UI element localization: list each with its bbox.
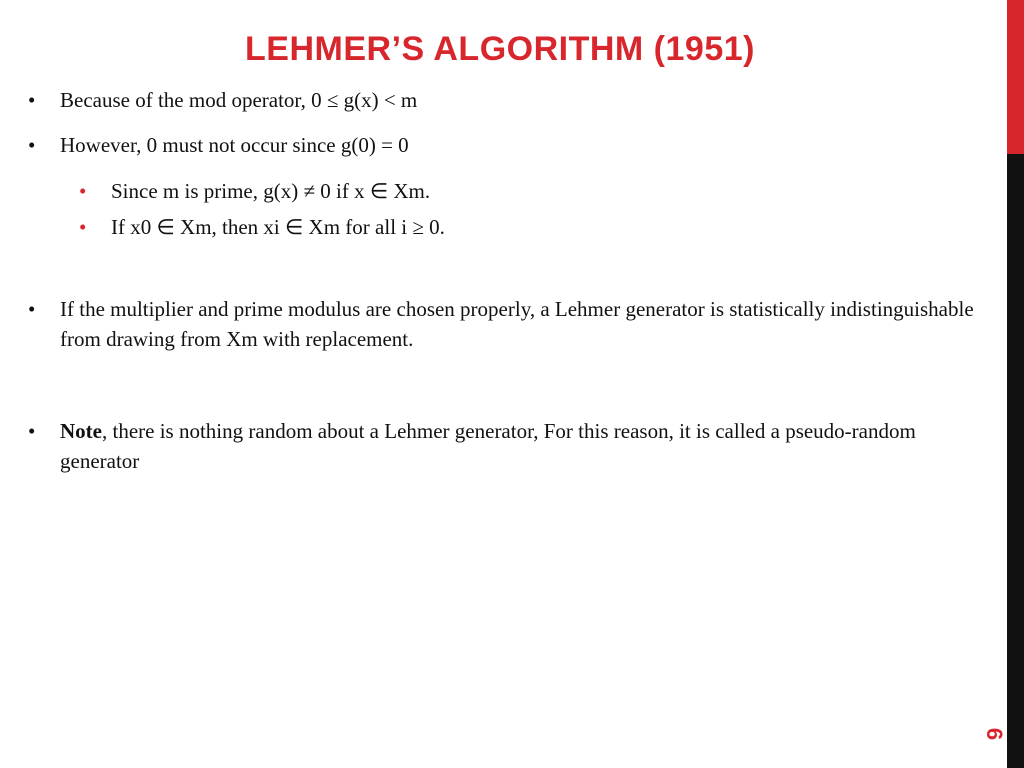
page-number: 6 [982, 727, 1007, 741]
right-side-bar-accent [1007, 0, 1024, 154]
bullet-zero-not-occur: • However, 0 must not occur since g(0) = 0 [28, 130, 980, 160]
sub-bullet-x0-in-xm: • If x0 ∈ Xm, then xi ∈ Xm for all i ≥ 0. [79, 212, 971, 242]
slide-title: LEHMER’S ALGORITHM (1951) [245, 30, 755, 68]
sub-bullet-m-prime: • Since m is prime, g(x) ≠ 0 if x ∈ Xm. [79, 176, 971, 206]
bullet-multiplier-modulus: • If the multiplier and prime modulus are chosen properly, a Lehmer generator is statistically indistinguishable from drawing from Xm with replacement. [28, 294, 980, 354]
note-label: Note [60, 419, 102, 443]
note-text: , there is nothing random about a Lehmer generator, For this reason, it is called a pseudo-random generator [60, 419, 916, 473]
bullet-mod-operator: • Because of the mod operator, 0 ≤ g(x) < m [28, 85, 980, 115]
bullet-note [28, 416, 980, 476]
